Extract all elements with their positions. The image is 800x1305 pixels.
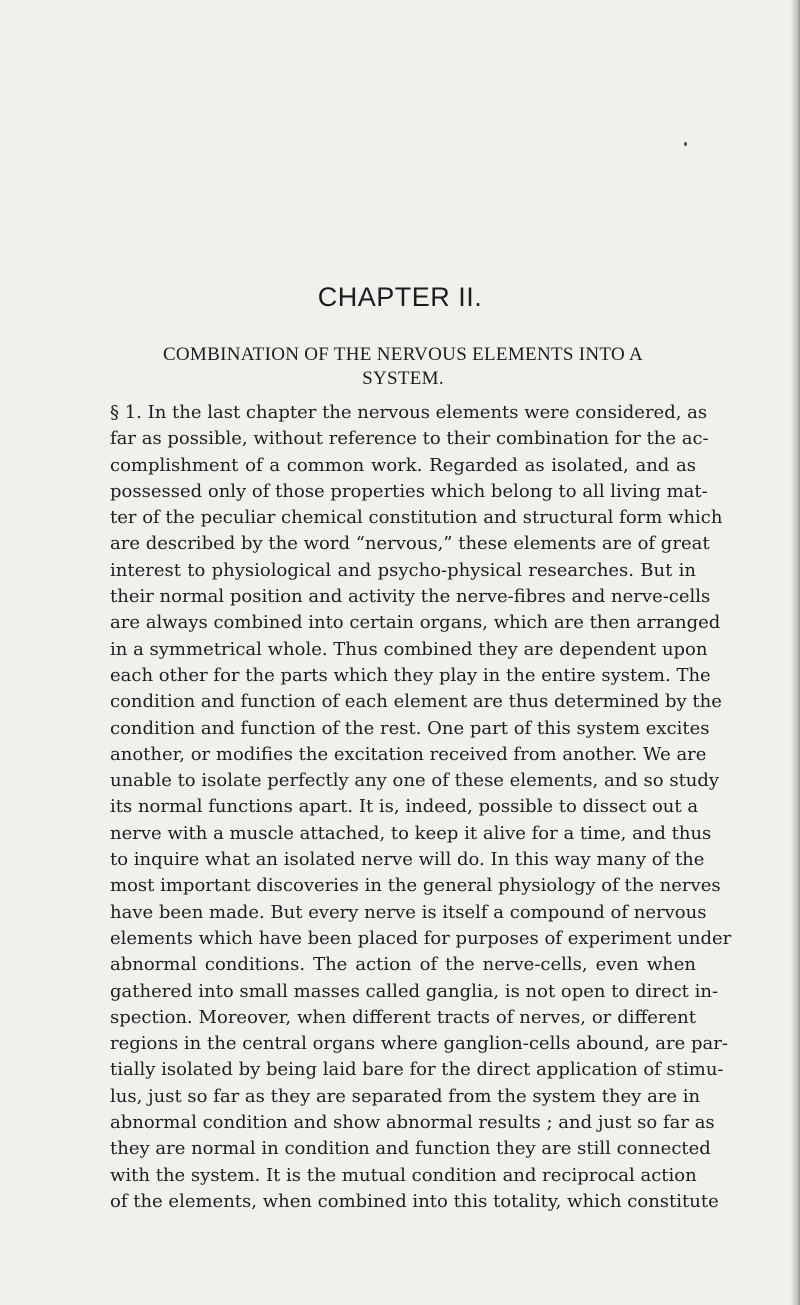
chapter-subtitle [110,343,696,391]
page-edge-shadow [790,0,800,1305]
text-line: their normal position and activity the nerve-fibres and nerve-cells [110,586,711,608]
text-line: its normal functions apart. It is, indeed, possible to dissect out a [110,796,699,818]
text-line: abnormal condition and show abnormal results ; and just so far as [110,1112,715,1134]
text-line: with the system. It is the mutual condition and reciprocal action [110,1164,697,1186]
text-line: § 1. In the last chapter the nervous elements were considered, as [110,402,708,423]
text-line: interest to physiological and psycho-physical researches. But in [110,559,696,581]
text-line: nerve with a muscle attached, to keep it alive for a time, and thus [110,822,712,844]
chapter-title: CHAPTER II. [317,282,483,312]
body-paragraph [110,400,732,1215]
text-line: are described by the word “nervous,” these elements are of great [110,533,710,555]
text-line: in a symmetrical whole. Thus combined they are dependent upon [110,638,708,660]
text-line: another, or modifies the excitation received from another. We are [110,743,707,765]
text-line: tially isolated by being laid bare for the direct application of stimu- [110,1059,724,1081]
subtitle-line: SYSTEM. [362,368,444,389]
text-line: of the elements, when combined into this totality, which constitute [110,1190,719,1212]
text-line: abnormal conditions. The action of the nerve-cells, even when [110,954,696,976]
text-line: condition and function of the rest. One part of this system excites [110,717,710,739]
text-line: gathered into small masses called ganglia, is not open to direct in- [110,980,719,1002]
text-line: lus, just so far as they are separated from the system they are in [110,1085,701,1107]
text-line: condition and function of each element are thus determined by the [110,691,722,713]
text-line: possessed only of those properties which belong to all living mat- [110,480,708,502]
text-line: ter of the peculiar chemical constitution and structural form which [110,507,723,529]
ink-speck [684,142,687,146]
text-line: regions in the central organs where ganglion-cells abound, are par- [110,1033,728,1055]
text-line: complishment of a common work. Regarded as isolated, and as [110,454,696,476]
subtitle-line: COMBINATION OF THE NERVOUS ELEMENTS INTO A [162,344,644,365]
text-line: are always combined into certain organs, which are then arranged [110,612,721,634]
text-line: they are normal in condition and function they are still connected [110,1138,711,1160]
text-line: unable to isolate perfectly any one of these elements, and so study [110,770,720,792]
text-line: most important discoveries in the general physiology of the nerves [110,875,721,897]
text-line: far as possible, without reference to their combination for the ac- [110,428,709,450]
text-line: spection. Moreover, when different tracts of nerves, or different [110,1006,696,1028]
text-line: have been made. But every nerve is itself a compound of nervous [110,901,707,923]
text-line: each other for the parts which they play in the entire system. The [110,664,711,686]
text-line: to inquire what an isolated nerve will do. In this way many of the [110,849,705,871]
text-line: elements which have been placed for purposes of experiment under [110,927,732,949]
